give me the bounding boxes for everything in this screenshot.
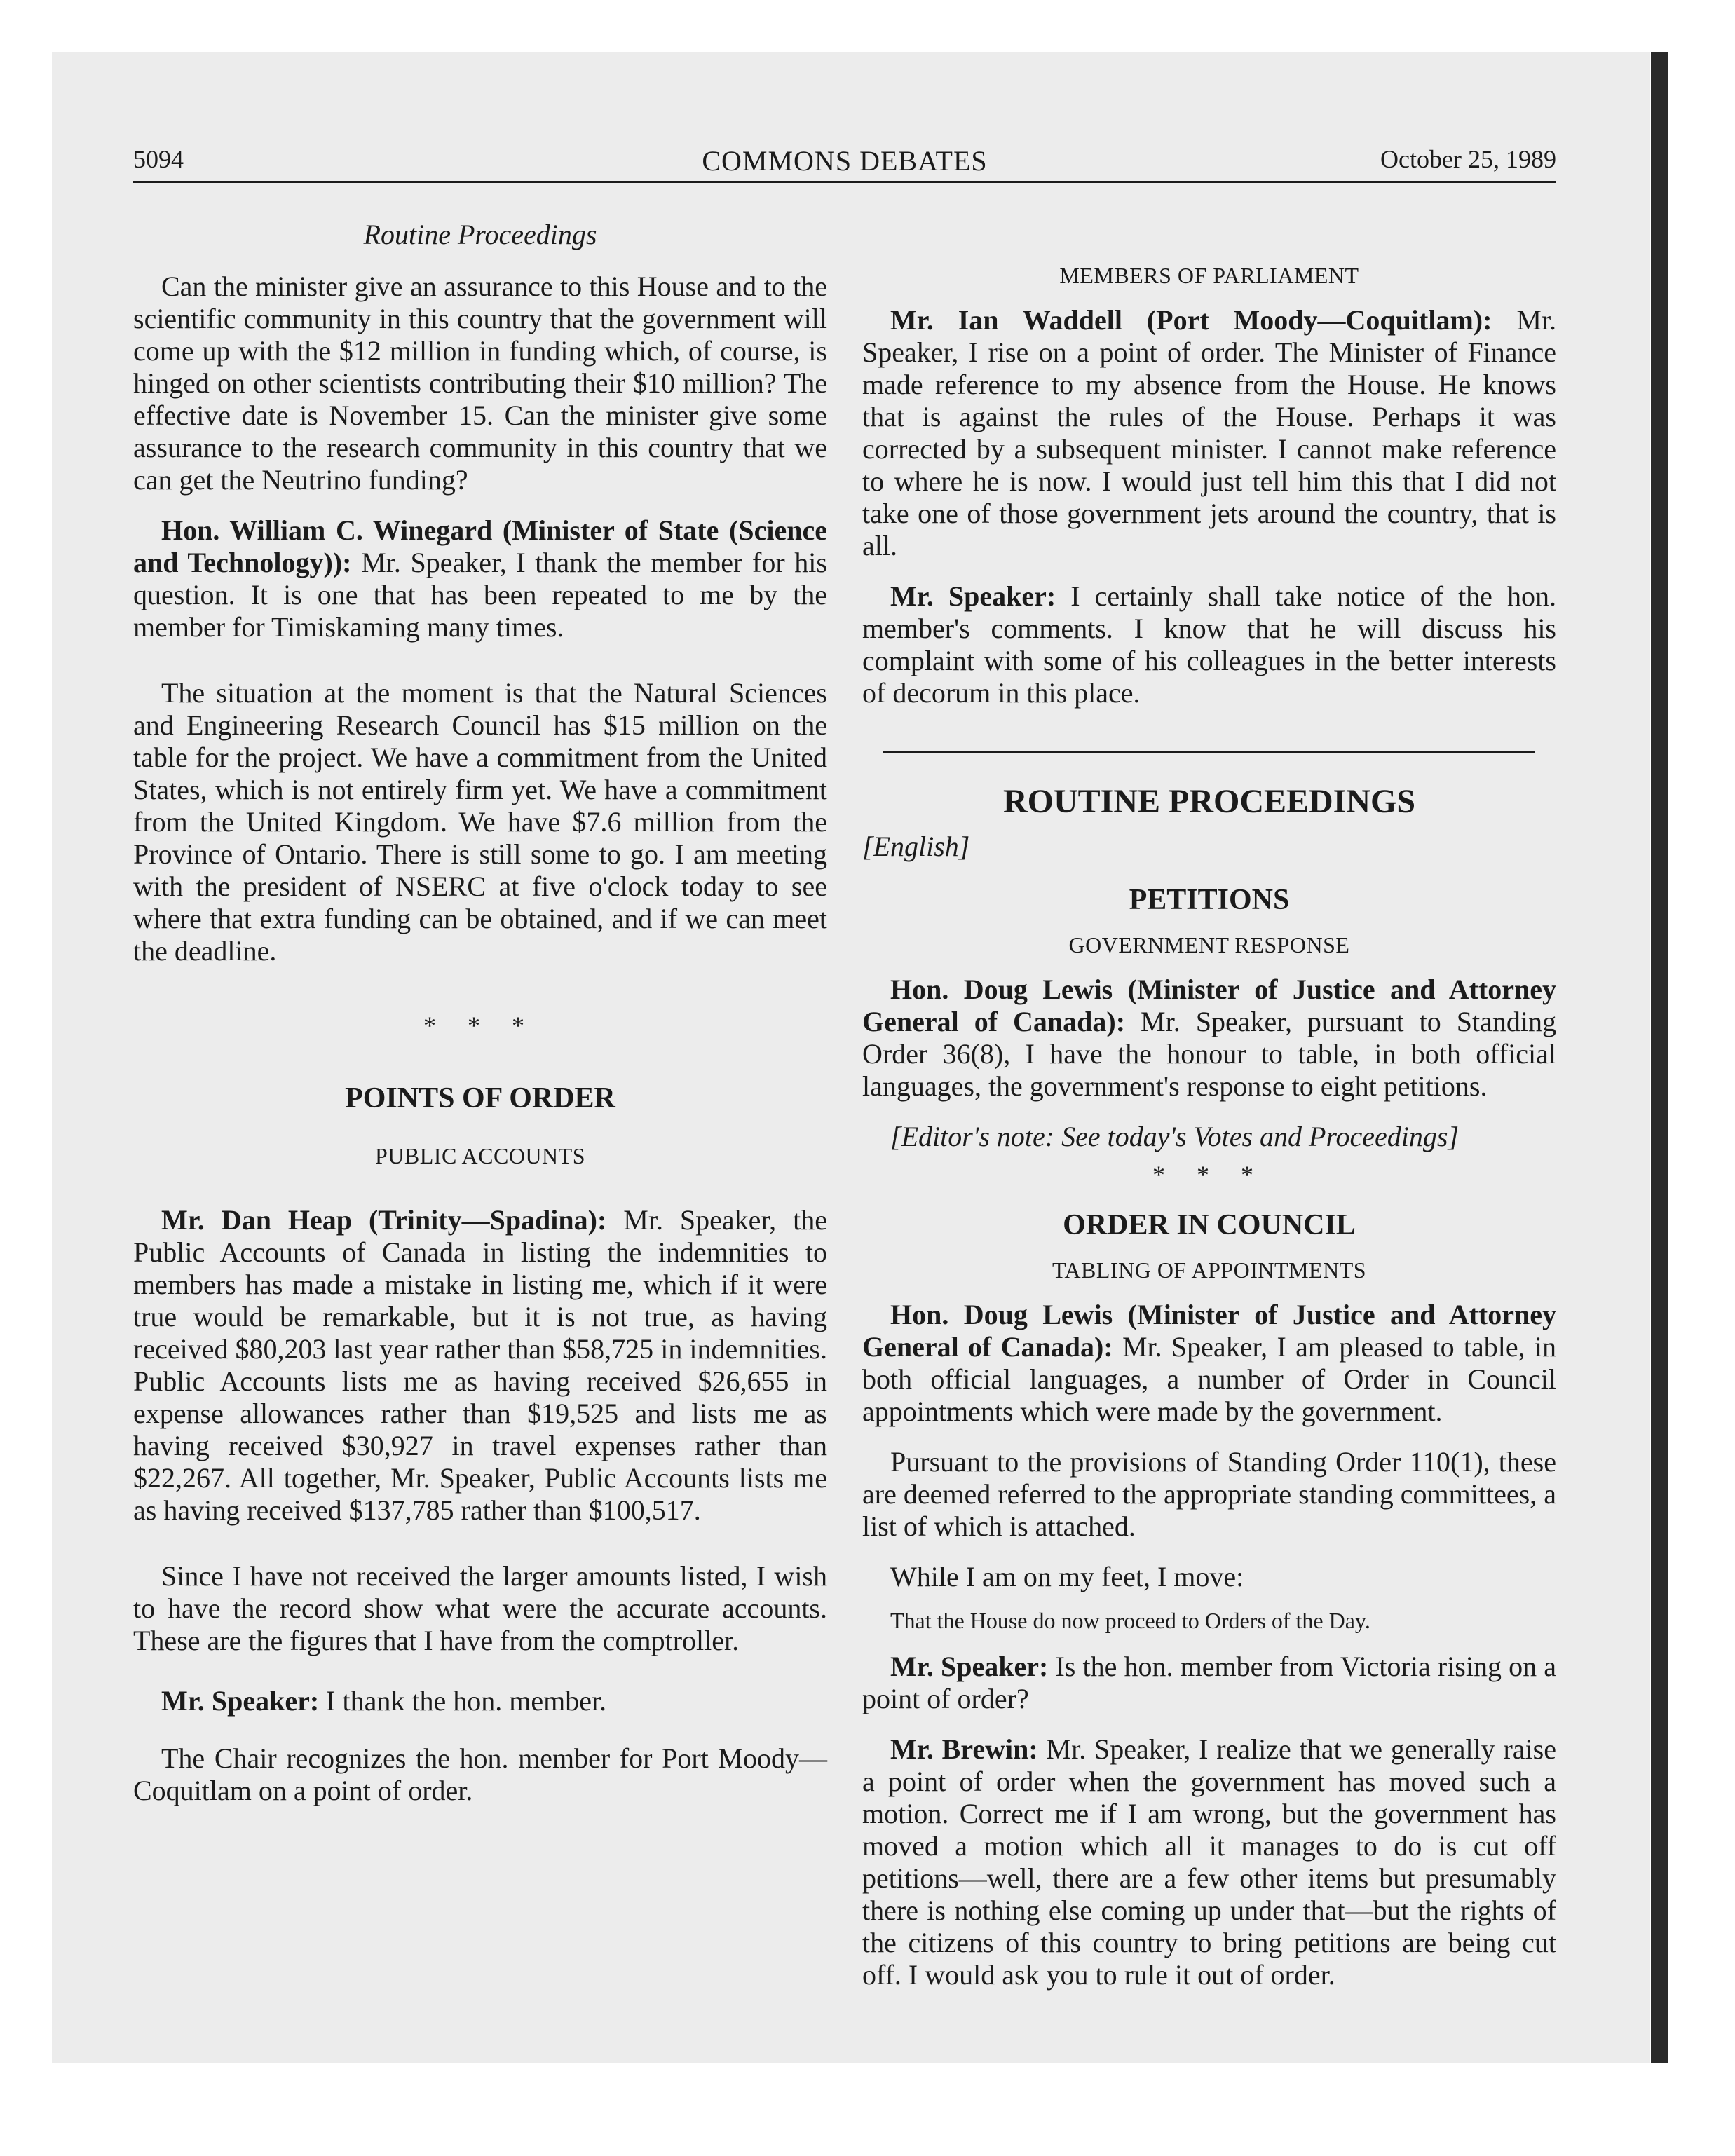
subsection-heading: GOVERNMENT RESPONSE [1068,932,1350,957]
speaker-name: Mr. Brewin: [890,1733,1038,1765]
running-head: Routine Proceedings [363,219,597,250]
section-heading: ORDER IN COUNCIL [1063,1209,1356,1241]
paragraph [133,1685,827,1717]
page-date: October 25, 1989 [1380,145,1556,173]
paragraph [862,1651,1556,1715]
page-number: 5094 [133,145,184,173]
speech-text: Mr. Speaker, I am pleased to table, in both official languages, a number of Order in Council appointments which were made by the government. [862,1331,1557,1427]
section-heading: PETITIONS [1129,884,1290,916]
paragraph [862,1733,1556,1991]
paragraph [862,304,1556,562]
speaker-name: Mr. Speaker: [890,1651,1049,1682]
section-break: * * * [1152,1161,1266,1189]
speech-text: I certainly shall take notice of the hon. member's comments. I know that he will discuss his complaint with some of his colleagues in the better interests of decorum in this place. [862,580,1556,709]
paragraph [133,514,827,643]
speech-text: Mr. Speaker, pursuant to Standing Order 36(8), I have the honour to table, in both official languages, the government's response to eight petitions. [862,1006,1557,1102]
motion-text: That the House do now proceed to Orders of the Day. [890,1608,1370,1633]
language-marker: [English] [862,831,970,862]
paragraph: The Chair recognizes the hon. member for Port Moody—Coquitlam on a point of order. [133,1742,827,1806]
section-break: * * * [423,1011,537,1039]
speaker-name: Hon. Doug Lewis (Minister of Justice and Attorney General of Canada): [862,974,1556,1037]
speaker-name: Hon. Doug Lewis (Minister of Justice and Attorney General of Canada): [862,1299,1556,1363]
subsection-heading: MEMBERS OF PARLIAMENT [1059,263,1359,288]
paragraph [862,974,1556,1103]
subsection-heading: TABLING OF APPOINTMENTS [1052,1257,1367,1283]
paragraph: While I am on my feet, I move: [890,1561,1244,1592]
paragraph [862,580,1556,709]
speech-text: I thank the hon. member. [319,1685,607,1717]
speaker-name: Mr. Speaker: [890,580,1056,612]
scan-edge-bar [1651,52,1668,2063]
publication-title: COMMONS DEBATES [702,145,988,177]
paragraph: The situation at the moment is that the Natural Sciences and Engineering Research Council has $15 million on the table for the project. We have a commitment from the United States, which is not entirely firm yet. We have a commitment from the United Kingdom. We have $7.6 million from the Province of Ontario. There is still some to go. I am meeting with the president of NSERC at five o'clock today to see where that extra funding can be obtained, and if we can meet the deadline. [133,677,827,967]
section-heading: POINTS OF ORDER [345,1082,615,1114]
speech-text: Mr. Speaker, I thank the member for his question. It is one that has been repeated to me by the member for Timiskaming many times. [133,547,827,643]
page-header [133,142,1556,184]
subsection-heading: PUBLIC ACCOUNTS [375,1143,585,1168]
main-section-heading: ROUTINE PROCEEDINGS [1002,783,1416,820]
speech-text: Mr. Speaker, I rise on a point of order. The Minister of Finance made reference to my absence from the House. He knows that is against the rules of the House. Perhaps it was corrected by a subsequent minister. I cannot make reference to where he is now. I would just tell him this that I did not take one of those government jets around the country, that is all. [862,304,1556,561]
speaker-name: Hon. William C. Winegard (Minister of State (Science and Technology)): [133,514,827,578]
left-column [133,203,827,1825]
paragraph: Pursuant to the provisions of Standing Order 110(1), these are deemed referred to the appropriate standing committees, a list of which is attached. [862,1446,1556,1542]
editor-note: [Editor's note: See today's Votes and Proceedings] [890,1121,1460,1152]
speech-text: Mr. Speaker, the Public Accounts of Canada in listing the indemnities to members has made a mistake in listing me, which if it were true would be remarkable, but it is not true, as having received $80,203 last year rather than $58,725 in indemnities. Public Accounts lists me as having received $26,655 in expense allowances rather than $19,525 and lists me as having received $30,927 in travel expenses rather than $22,267. All together, Mr. Speaker, Public Accounts lists me as having received $137,785 rather than $100,517. [133,1204,827,1526]
paragraph [862,1299,1556,1428]
right-column [862,203,1556,2010]
section-rule [883,751,1535,753]
header-rule [133,181,1556,183]
speaker-name: Mr. Ian Waddell (Port Moody—Coquitlam): [890,304,1492,336]
paragraph: Since I have not received the larger amounts listed, I wish to have the record show what were the accurate accounts. These are the figures that I have from the comptroller. [133,1560,827,1656]
speech-text: Is the hon. member from Victoria rising on a point of order? [862,1651,1557,1714]
paragraph: Can the minister give an assurance to this House and to the scientific community in this country that the government will come up with the $12 million in funding which, of course, is hinged on other scientists contributing their $10 million? The effective date is November 15. Can the minister give some assurance to the research community in this country that we can get the Neutrino funding? [133,271,827,496]
speaker-name: Mr. Speaker: [161,1685,320,1717]
paragraph [133,1204,827,1527]
speaker-name: Mr. Dan Heap (Trinity—Spadina): [161,1204,607,1236]
speech-text: Mr. Speaker, I realize that we generally raise a point of order when the government has moved such a motion. Correct me if I am wrong, but the government has moved a motion which all it manages to do is cut off petitions—well, there are a few other items but presumably there is nothing else coming up under that—but the rights of the citizens of this country to bring petitions are being cut off. I would ask you to rule it out of order. [862,1733,1556,1991]
